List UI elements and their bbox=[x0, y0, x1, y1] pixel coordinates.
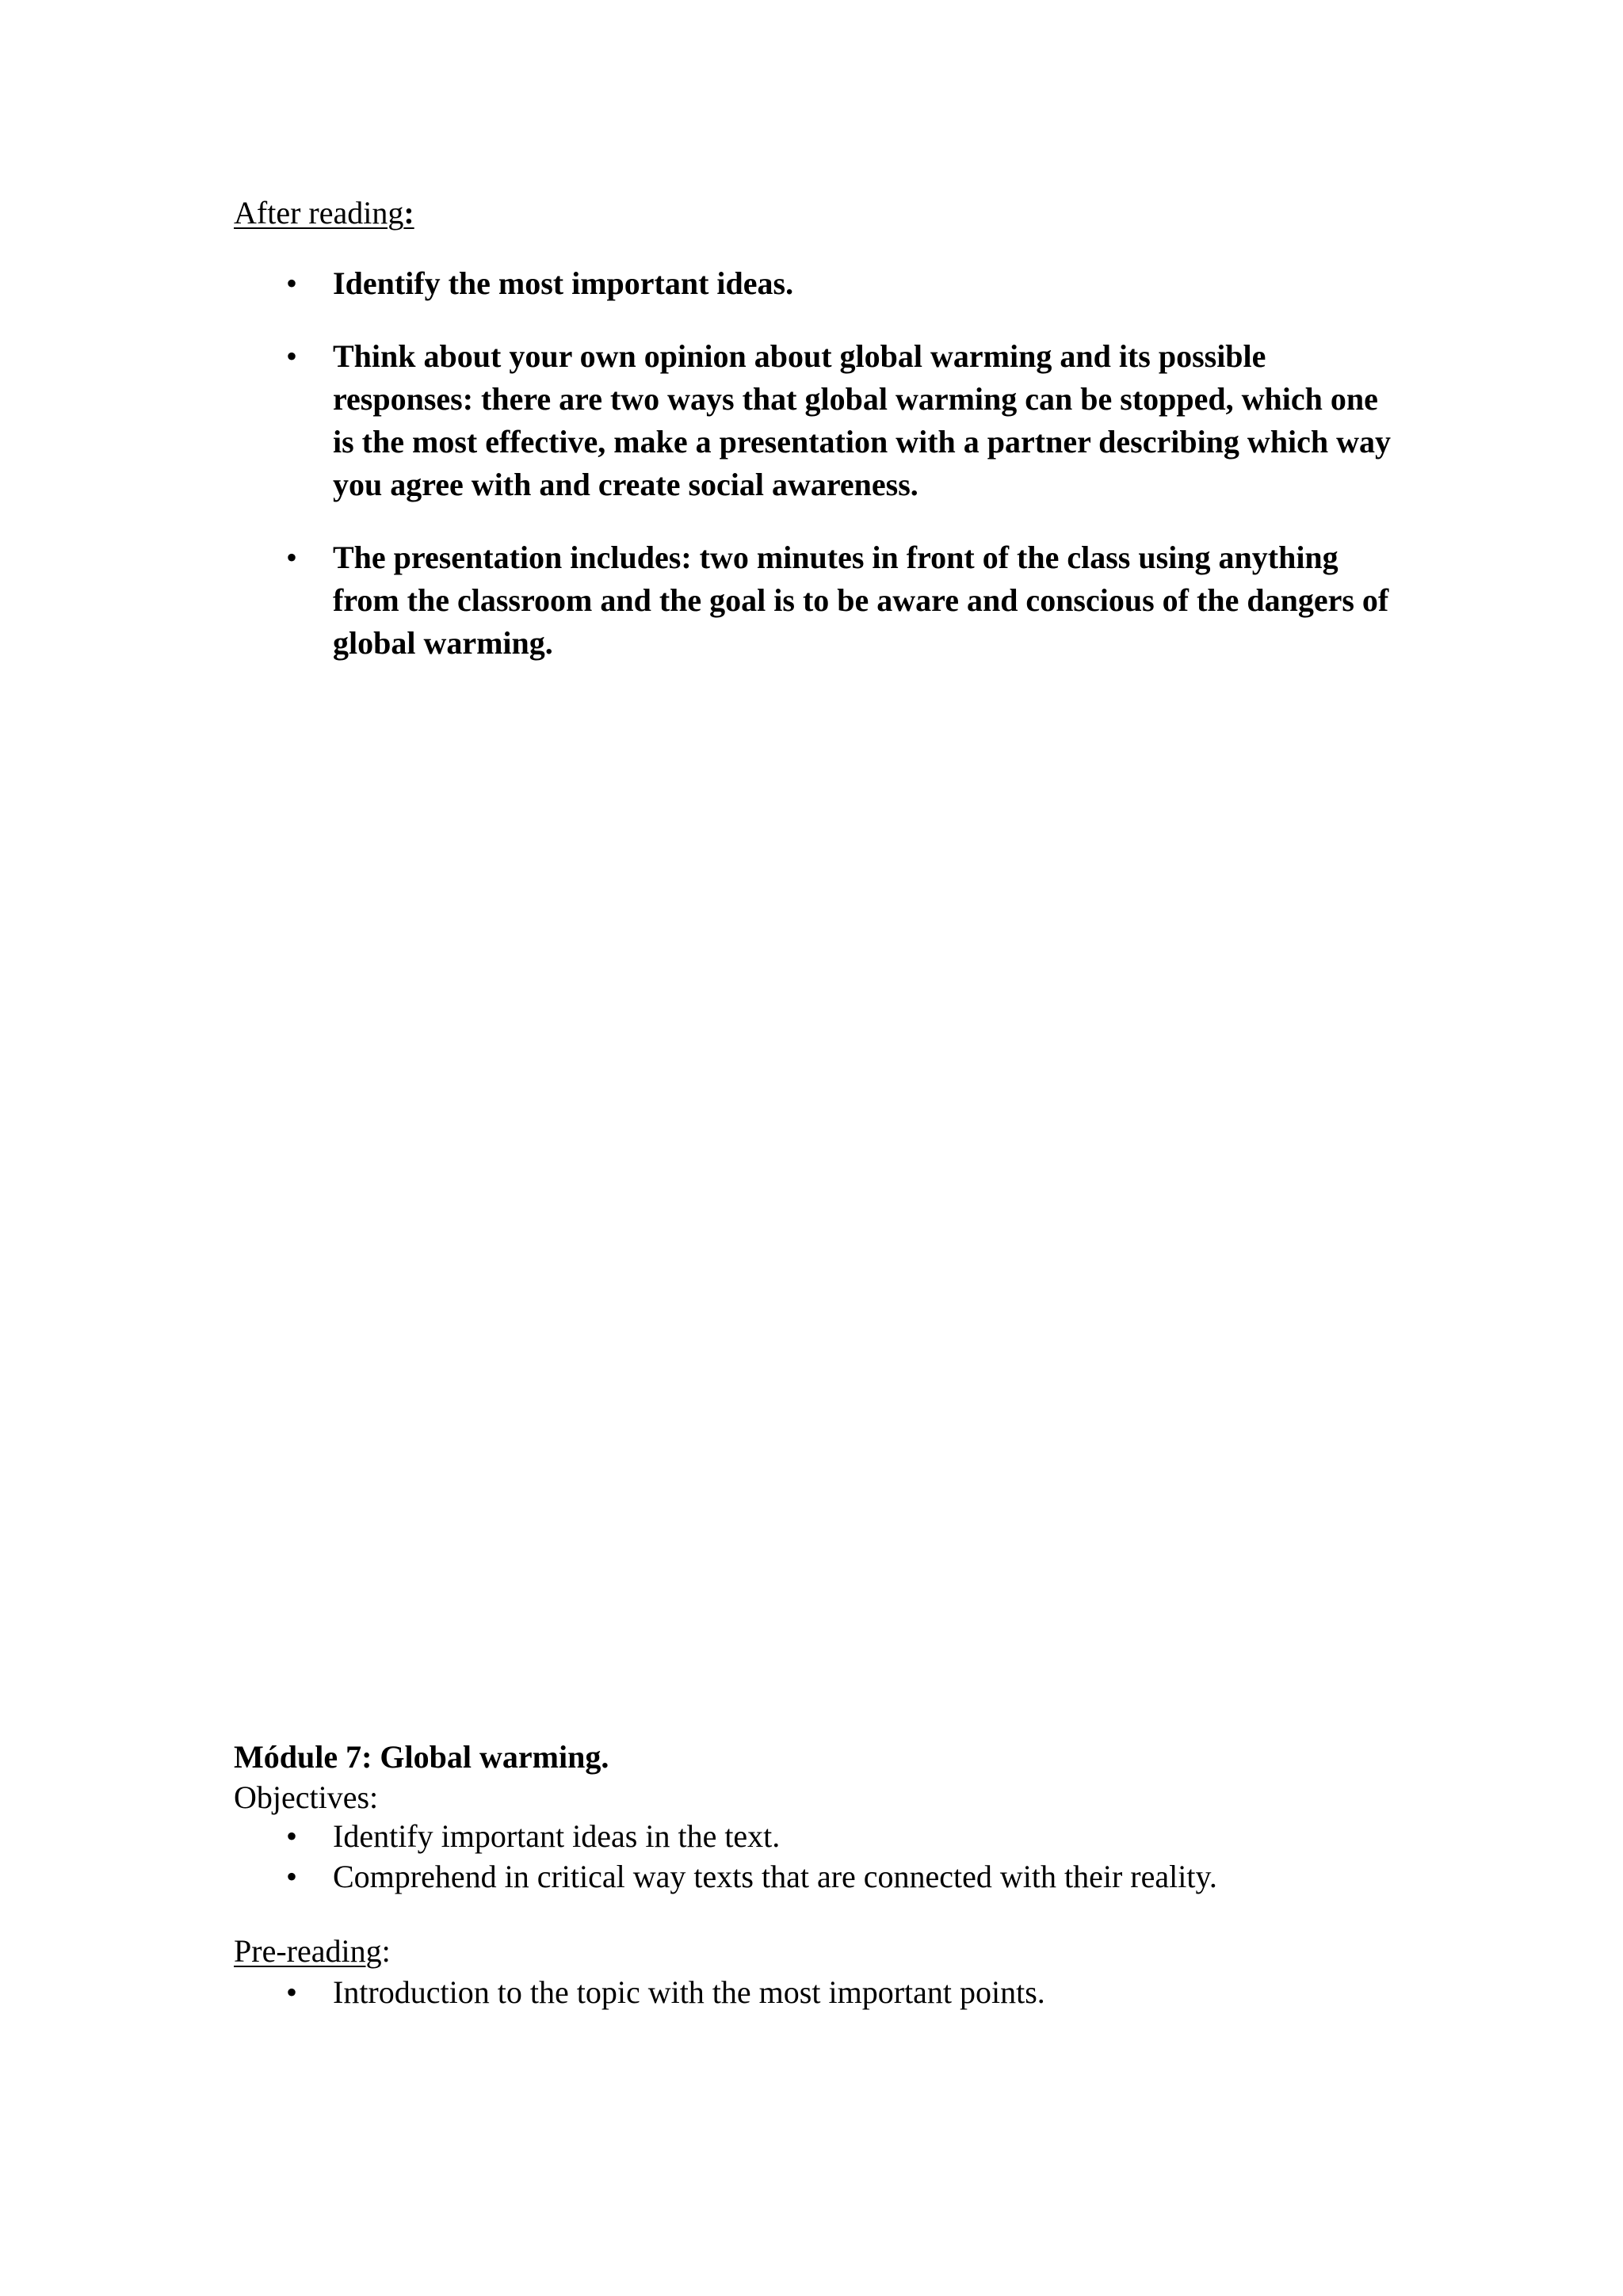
objectives-heading: Objectives: bbox=[234, 1779, 379, 1815]
module-title: Módule 7: Global warming. bbox=[234, 1739, 609, 1775]
list-item bbox=[234, 1971, 1399, 2014]
pre-reading-heading-colon: : bbox=[381, 1933, 391, 1969]
after-reading-heading-colon: : bbox=[403, 195, 414, 231]
bullet-icon: • bbox=[286, 338, 298, 374]
list-item bbox=[234, 335, 1399, 506]
after-reading-list bbox=[234, 262, 1399, 695]
list-item-text: Comprehend in critical way texts that are connected with their reality. bbox=[333, 1859, 1217, 1894]
after-reading-heading bbox=[234, 192, 414, 235]
list-item bbox=[234, 536, 1399, 665]
list-item-text: Think about your own opinion about global warming and its possible responses: there are two ways that global warming can be stopped, which one is the most effective, make a presentation with a partner describing which way you agree with and create social awareness. bbox=[333, 338, 1392, 502]
bullet-icon: • bbox=[286, 1974, 298, 2010]
bullet-icon: • bbox=[286, 1859, 298, 1894]
list-item-text: Introduction to the topic with the most important points. bbox=[333, 1974, 1045, 2010]
bullet-icon: • bbox=[286, 540, 298, 575]
after-reading-heading-text: After reading bbox=[234, 195, 404, 231]
bullet-icon: • bbox=[286, 265, 298, 301]
list-item bbox=[234, 1856, 1399, 1897]
pre-reading-heading bbox=[234, 1930, 391, 1973]
list-item-text: Identify the most important ideas. bbox=[333, 265, 794, 301]
list-item-text: The presentation includes: two minutes in front of the class using anything from the classroom and the goal is to be aware and conscious of the dangers of global warming. bbox=[333, 540, 1389, 661]
list-item bbox=[234, 262, 1399, 305]
list-item bbox=[234, 1816, 1399, 1856]
objectives-list bbox=[234, 1816, 1399, 1897]
pre-reading-heading-text: Pre-reading bbox=[234, 1933, 382, 1969]
list-item-text: Identify important ideas in the text. bbox=[333, 1818, 781, 1854]
pre-reading-list bbox=[234, 1971, 1399, 2014]
bullet-icon: • bbox=[286, 1818, 298, 1854]
